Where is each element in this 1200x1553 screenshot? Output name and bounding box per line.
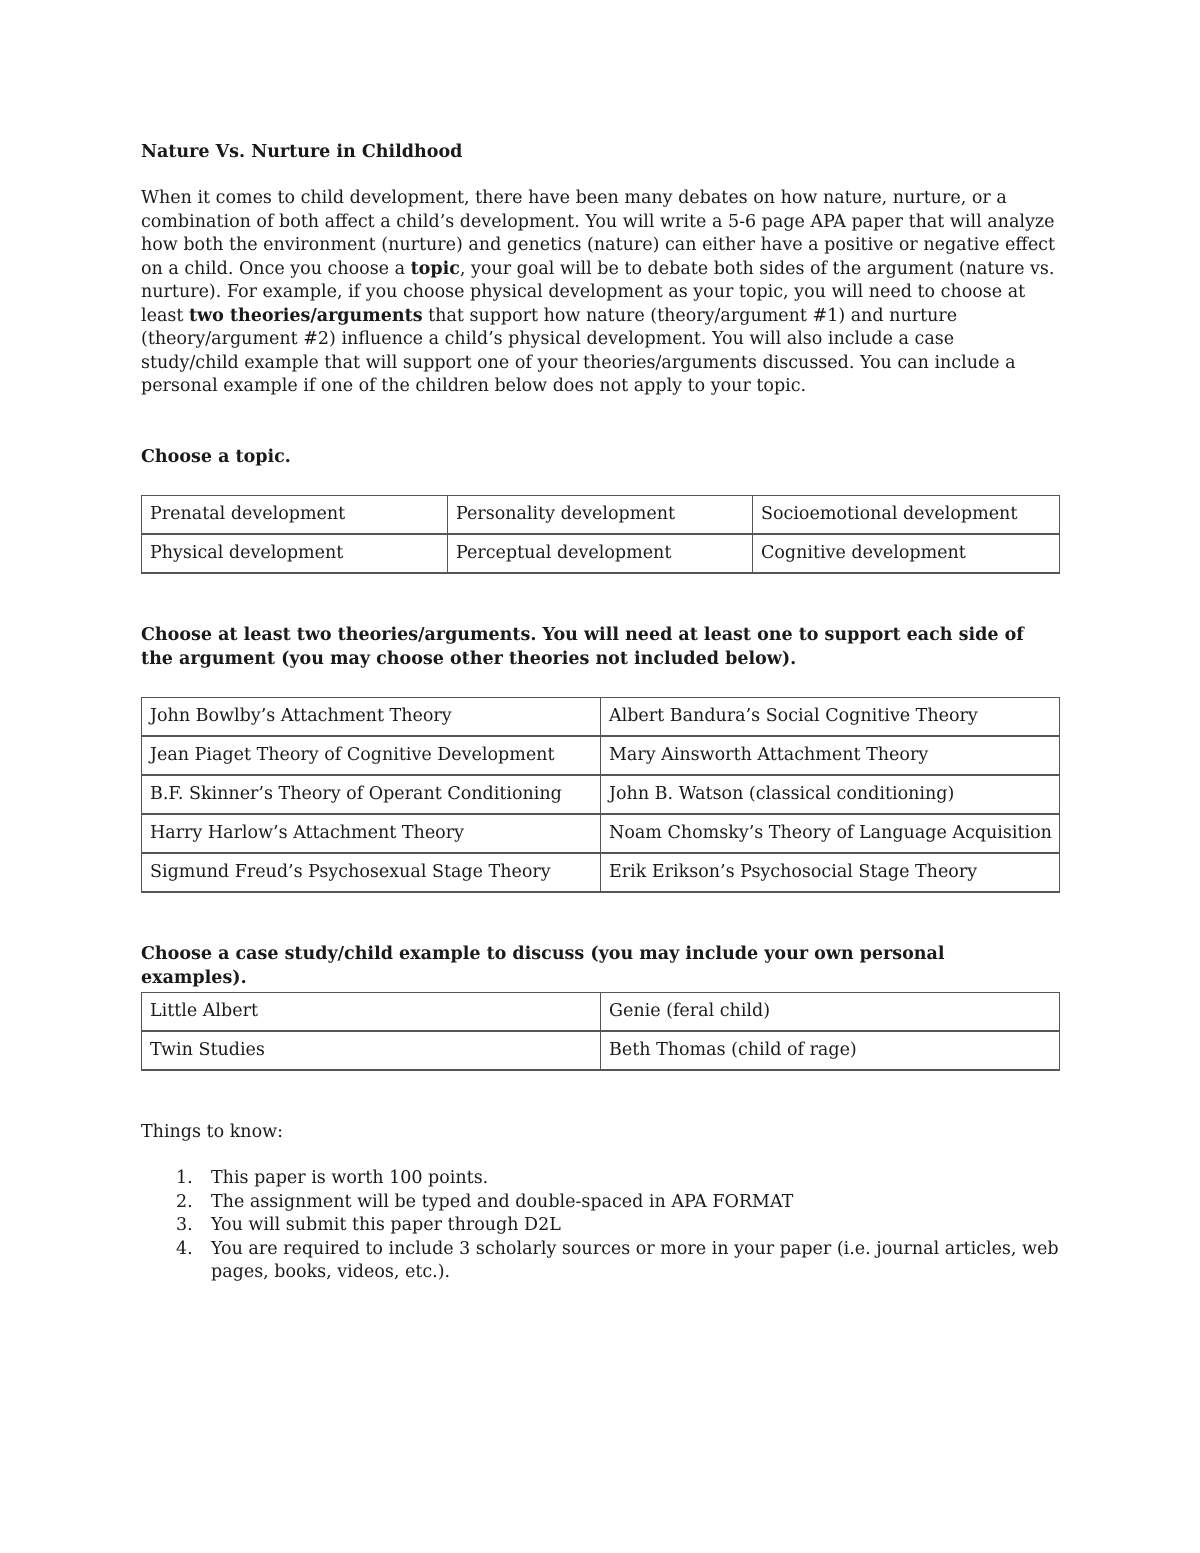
theory-cell: John Bowlby’s Attachment Theory	[142, 698, 601, 737]
list-item-text: The assignment will be typed and double-spaced in APA FORMAT	[211, 1191, 794, 1212]
intro-theories-bold: two theories/arguments	[188, 305, 423, 326]
theories-table	[141, 697, 1060, 893]
cases-table	[141, 992, 1060, 1071]
intro-text-3: that support how nature (theory/argument #1) and nurture (theory/argument #2) influence a child’s physical development. You will also include a case study/child example that will support one of your theories/arguments discussed. You can include a personal example if one of the children below does not apply to your topic.	[141, 305, 1016, 396]
table-row	[142, 814, 1060, 853]
list-item-text: You will submit this paper through D2L	[211, 1215, 561, 1235]
topic-cell: Perceptual development	[448, 534, 753, 573]
theory-cell: B.F. Skinner’s Theory of Operant Conditioning	[142, 775, 601, 814]
topic-cell: Physical development	[142, 534, 448, 573]
theory-cell: Erik Erikson’s Psychosocial Stage Theory	[601, 853, 1060, 892]
table-row	[142, 1031, 1060, 1070]
case-cell: Little Albert	[142, 993, 601, 1032]
topic-heading: Choose a topic.	[141, 447, 291, 467]
case-cell: Beth Thomas (child of rage)	[601, 1031, 1060, 1070]
list-item-text: You are required to include 3 scholarly sources or more in your paper (i.e. journal articles, web pages, books, videos, etc.).	[211, 1238, 1059, 1282]
theory-cell: Harry Harlow’s Attachment Theory	[142, 814, 601, 853]
things-to-know-list	[141, 1167, 1061, 1285]
table-row	[142, 853, 1060, 892]
list-number: 1.	[176, 1168, 193, 1188]
intro-paragraph	[141, 187, 1056, 399]
list-item	[141, 1191, 1061, 1215]
theory-cell: Sigmund Freud’s Psychosexual Stage Theory	[142, 853, 601, 892]
list-item	[141, 1238, 1061, 1285]
table-row	[142, 496, 1060, 535]
list-number: 4.	[176, 1238, 193, 1259]
theory-cell: Albert Bandura’s Social Cognitive Theory	[601, 698, 1060, 737]
theory-cell: Mary Ainsworth Attachment Theory	[601, 736, 1060, 775]
intro-topic-bold: topic	[410, 258, 460, 279]
list-number: 2.	[176, 1191, 193, 1212]
topic-table	[141, 495, 1060, 574]
case-cell: Twin Studies	[142, 1031, 601, 1070]
document-title: Nature Vs. Nurture in Childhood	[141, 142, 463, 162]
table-row	[142, 534, 1060, 573]
list-item-text: This paper is worth 100 points.	[211, 1168, 489, 1188]
case-cell: Genie (feral child)	[601, 993, 1060, 1032]
intro-text-1: When it comes to child development, there have been many debates on how nature, nurture, or a combination of both affect a child’s development. You will write a 5-6 page APA paper that will analyze how both the environment (nurture) and genetics (nature) can either have a positive or negative effect on a child. Once you choose a	[141, 188, 1056, 279]
list-number: 3.	[176, 1215, 193, 1235]
cases-heading: Choose a case study/child example to discuss (you may include your own personal examples).	[141, 944, 945, 988]
topic-cell: Personality development	[448, 496, 753, 535]
list-item	[141, 1214, 1061, 1238]
list-item	[141, 1167, 1061, 1191]
theories-heading: Choose at least two theories/arguments. You will need at least one to support each side of the argument (you may choose other theories not included below).	[141, 625, 1024, 669]
theory-cell: Noam Chomsky’s Theory of Language Acquisition	[601, 814, 1060, 853]
things-to-know-label: Things to know:	[141, 1122, 283, 1142]
intro-text-2: , your goal will be to debate both sides of the argument (nature vs. nurture). For example, if you choose physical development as your topic, you will need to choose at least	[141, 258, 1055, 326]
topic-cell: Prenatal development	[142, 496, 448, 535]
table-row	[142, 736, 1060, 775]
theory-cell: Jean Piaget Theory of Cognitive Development	[142, 736, 601, 775]
topic-cell: Cognitive development	[753, 534, 1060, 573]
table-row	[142, 993, 1060, 1032]
table-row	[142, 775, 1060, 814]
table-row	[142, 698, 1060, 737]
topic-cell: Socioemotional development	[753, 496, 1060, 535]
theory-cell: John B. Watson (classical conditioning)	[601, 775, 1060, 814]
